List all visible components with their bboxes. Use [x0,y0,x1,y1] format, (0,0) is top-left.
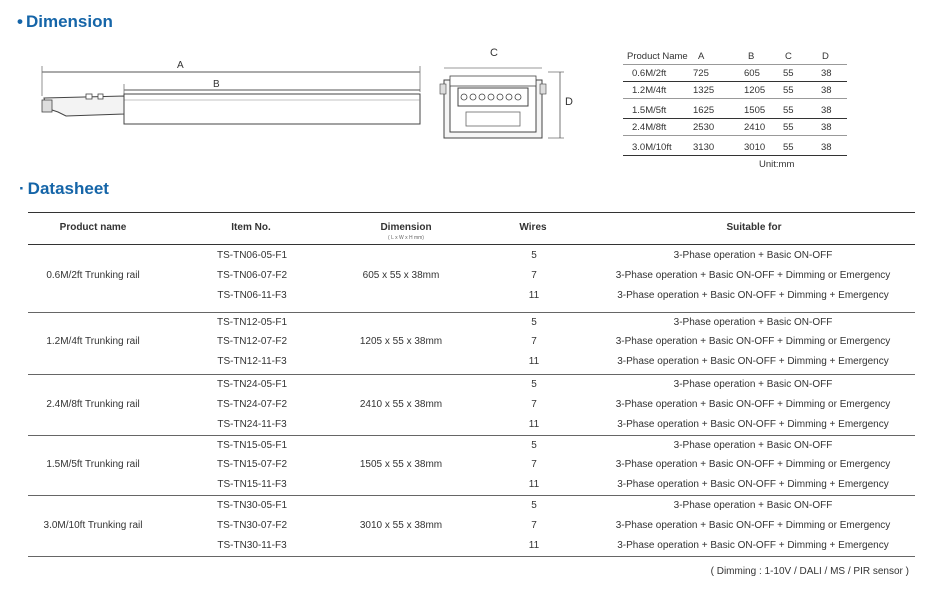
header-product-name: Product name [59,222,127,233]
product-name-cell: 1.2M/4ft Trunking rail [46,336,140,347]
table-row [623,65,847,82]
wires-cell: 11 [528,540,540,551]
wires-cell: 11 [528,479,540,490]
item-no-cell: TS-TN06-05-F1 [216,250,288,261]
item-no-cell: TS-TN24-05-F1 [216,379,288,390]
datasheet-heading [19,179,109,199]
wires-cell: 7 [531,459,537,470]
cell-b: 605 [744,68,760,79]
suitable-for-cell: 3-Phase operation + Basic ON-OFF + Dimming or Emergency [615,336,891,347]
cell-d: 38 [821,85,832,96]
dimension-heading [17,12,113,32]
product-name-cell: 1.5M/5ft Trunking rail [46,459,140,470]
wires-cell: 7 [531,399,537,410]
bullet-icon: • [17,12,23,31]
suitable-for-cell: 3-Phase operation + Basic ON-OFF + Dimming + Emergency [617,540,889,551]
unit-label: Unit:mm [759,159,795,170]
item-no-cell: TS-TN12-07-F2 [216,336,288,347]
wires-cell: 11 [528,290,540,301]
suitable-for-cell: 3-Phase operation + Basic ON-OFF + Dimming + Emergency [617,290,889,301]
table-row [623,119,847,136]
label-d: D [565,96,573,108]
product-group [28,374,915,436]
label-b: B [213,79,220,90]
side-view-drawing [36,56,428,128]
wires-cell: 7 [531,520,537,531]
cell-a: 2530 [693,122,715,133]
cell-a: 725 [693,68,709,79]
dimension-cell: 1205 x 55 x 38mm [359,336,443,347]
item-no-cell: TS-TN30-05-F1 [216,500,288,511]
suitable-for-cell: 3-Phase operation + Basic ON-OFF [673,379,833,390]
header-dimension-unit: ( L x W x H mm) [388,235,424,241]
header-d: D [822,51,829,62]
wires-cell: 5 [531,500,537,511]
cross-section-drawing [436,62,568,144]
suitable-for-cell: 3-Phase operation + Basic ON-OFF [673,500,833,511]
header-c: C [785,51,792,62]
cell-product: 1.5M/5ft [632,105,667,116]
cell-b: 3010 [744,142,766,153]
dimming-footnote: ( Dimming : 1-10V / DALI / MS / PIR sensor ) [710,566,909,577]
product-name-cell: 3.0M/10ft Trunking rail [43,520,143,531]
cell-c: 55 [783,85,794,96]
suitable-for-cell: 3-Phase operation + Basic ON-OFF [673,317,833,328]
item-no-cell: TS-TN06-11-F3 [217,290,287,301]
cell-product: 2.4M/8ft [632,122,667,133]
cell-a: 3130 [693,142,715,153]
wires-cell: 5 [531,440,537,451]
wires-cell: 5 [531,379,537,390]
suitable-for-cell: 3-Phase operation + Basic ON-OFF + Dimming + Emergency [617,419,889,430]
dimension-table-header [623,48,847,65]
item-no-cell: TS-TN12-11-F3 [217,356,287,367]
cell-b: 1505 [744,105,766,116]
wires-cell: 5 [531,317,537,328]
cell-product: 1.2M/4ft [632,85,667,96]
suitable-for-cell: 3-Phase operation + Basic ON-OFF + Dimming or Emergency [615,520,891,531]
wires-cell: 7 [531,270,537,281]
product-group [28,495,915,557]
cell-c: 55 [783,142,794,153]
item-no-cell: TS-TN15-11-F3 [217,479,287,490]
cell-product: 0.6M/2ft [632,68,667,79]
table-row [623,102,847,119]
cell-c: 55 [783,122,794,133]
suitable-for-cell: 3-Phase operation + Basic ON-OFF + Dimming + Emergency [617,356,889,367]
header-suitable-for: Suitable for [726,222,782,233]
bullet-icon: · [19,179,25,198]
label-a: A [177,60,184,71]
cell-b: 1205 [744,85,766,96]
cell-d: 38 [821,122,832,133]
item-no-cell: TS-TN24-07-F2 [216,399,288,410]
suitable-for-cell: 3-Phase operation + Basic ON-OFF + Dimming + Emergency [617,479,889,490]
cell-d: 38 [821,142,832,153]
item-no-cell: TS-TN30-11-F3 [217,540,287,551]
product-group [28,245,915,313]
dimension-cell: 605 x 55 x 38mm [362,270,440,281]
suitable-for-cell: 3-Phase operation + Basic ON-OFF + Dimming or Emergency [615,399,891,410]
suitable-for-cell: 3-Phase operation + Basic ON-OFF + Dimming or Emergency [615,459,891,470]
header-item-no: Item No. [231,222,271,233]
product-name-cell: 2.4M/8ft Trunking rail [46,399,140,410]
cell-a: 1325 [693,85,715,96]
dimension-cell: 3010 x 55 x 38mm [359,520,443,531]
header-a: A [698,51,705,62]
item-no-cell: TS-TN30-07-F2 [216,520,288,531]
dimension-cell: 1505 x 55 x 38mm [359,459,443,470]
label-c: C [490,47,498,59]
suitable-for-cell: 3-Phase operation + Basic ON-OFF [673,250,833,261]
header-wires: Wires [519,222,547,233]
product-name-cell: 0.6M/2ft Trunking rail [46,270,140,281]
product-group [28,435,915,496]
wires-cell: 5 [531,250,537,261]
cell-c: 55 [783,105,794,116]
suitable-for-cell: 3-Phase operation + Basic ON-OFF [673,440,833,451]
item-no-cell: TS-TN12-05-F1 [216,317,288,328]
cell-d: 38 [821,105,832,116]
suitable-for-cell: 3-Phase operation + Basic ON-OFF + Dimming or Emergency [615,270,891,281]
dimension-title: Dimension [25,12,113,31]
datasheet-table-header [28,212,915,245]
cell-b: 2410 [744,122,766,133]
cell-product: 3.0M/10ft [632,142,672,153]
datasheet-title: Datasheet [27,179,109,198]
wires-cell: 11 [528,356,540,367]
dimension-cell: 2410 x 55 x 38mm [359,399,443,410]
header-product-name: Product Name [627,51,688,62]
wires-cell: 7 [531,336,537,347]
cell-d: 38 [821,68,832,79]
item-no-cell: TS-TN24-11-F3 [217,419,287,430]
item-no-cell: TS-TN15-05-F1 [216,440,288,451]
header-b: B [748,51,755,62]
table-row [623,82,847,99]
table-row [623,139,847,156]
header-dimension: Dimension [380,222,432,233]
item-no-cell: TS-TN06-07-F2 [216,270,288,281]
item-no-cell: TS-TN15-07-F2 [216,459,288,470]
wires-cell: 11 [528,419,540,430]
cell-a: 1625 [693,105,715,116]
cell-c: 55 [783,68,794,79]
product-group [28,312,915,375]
